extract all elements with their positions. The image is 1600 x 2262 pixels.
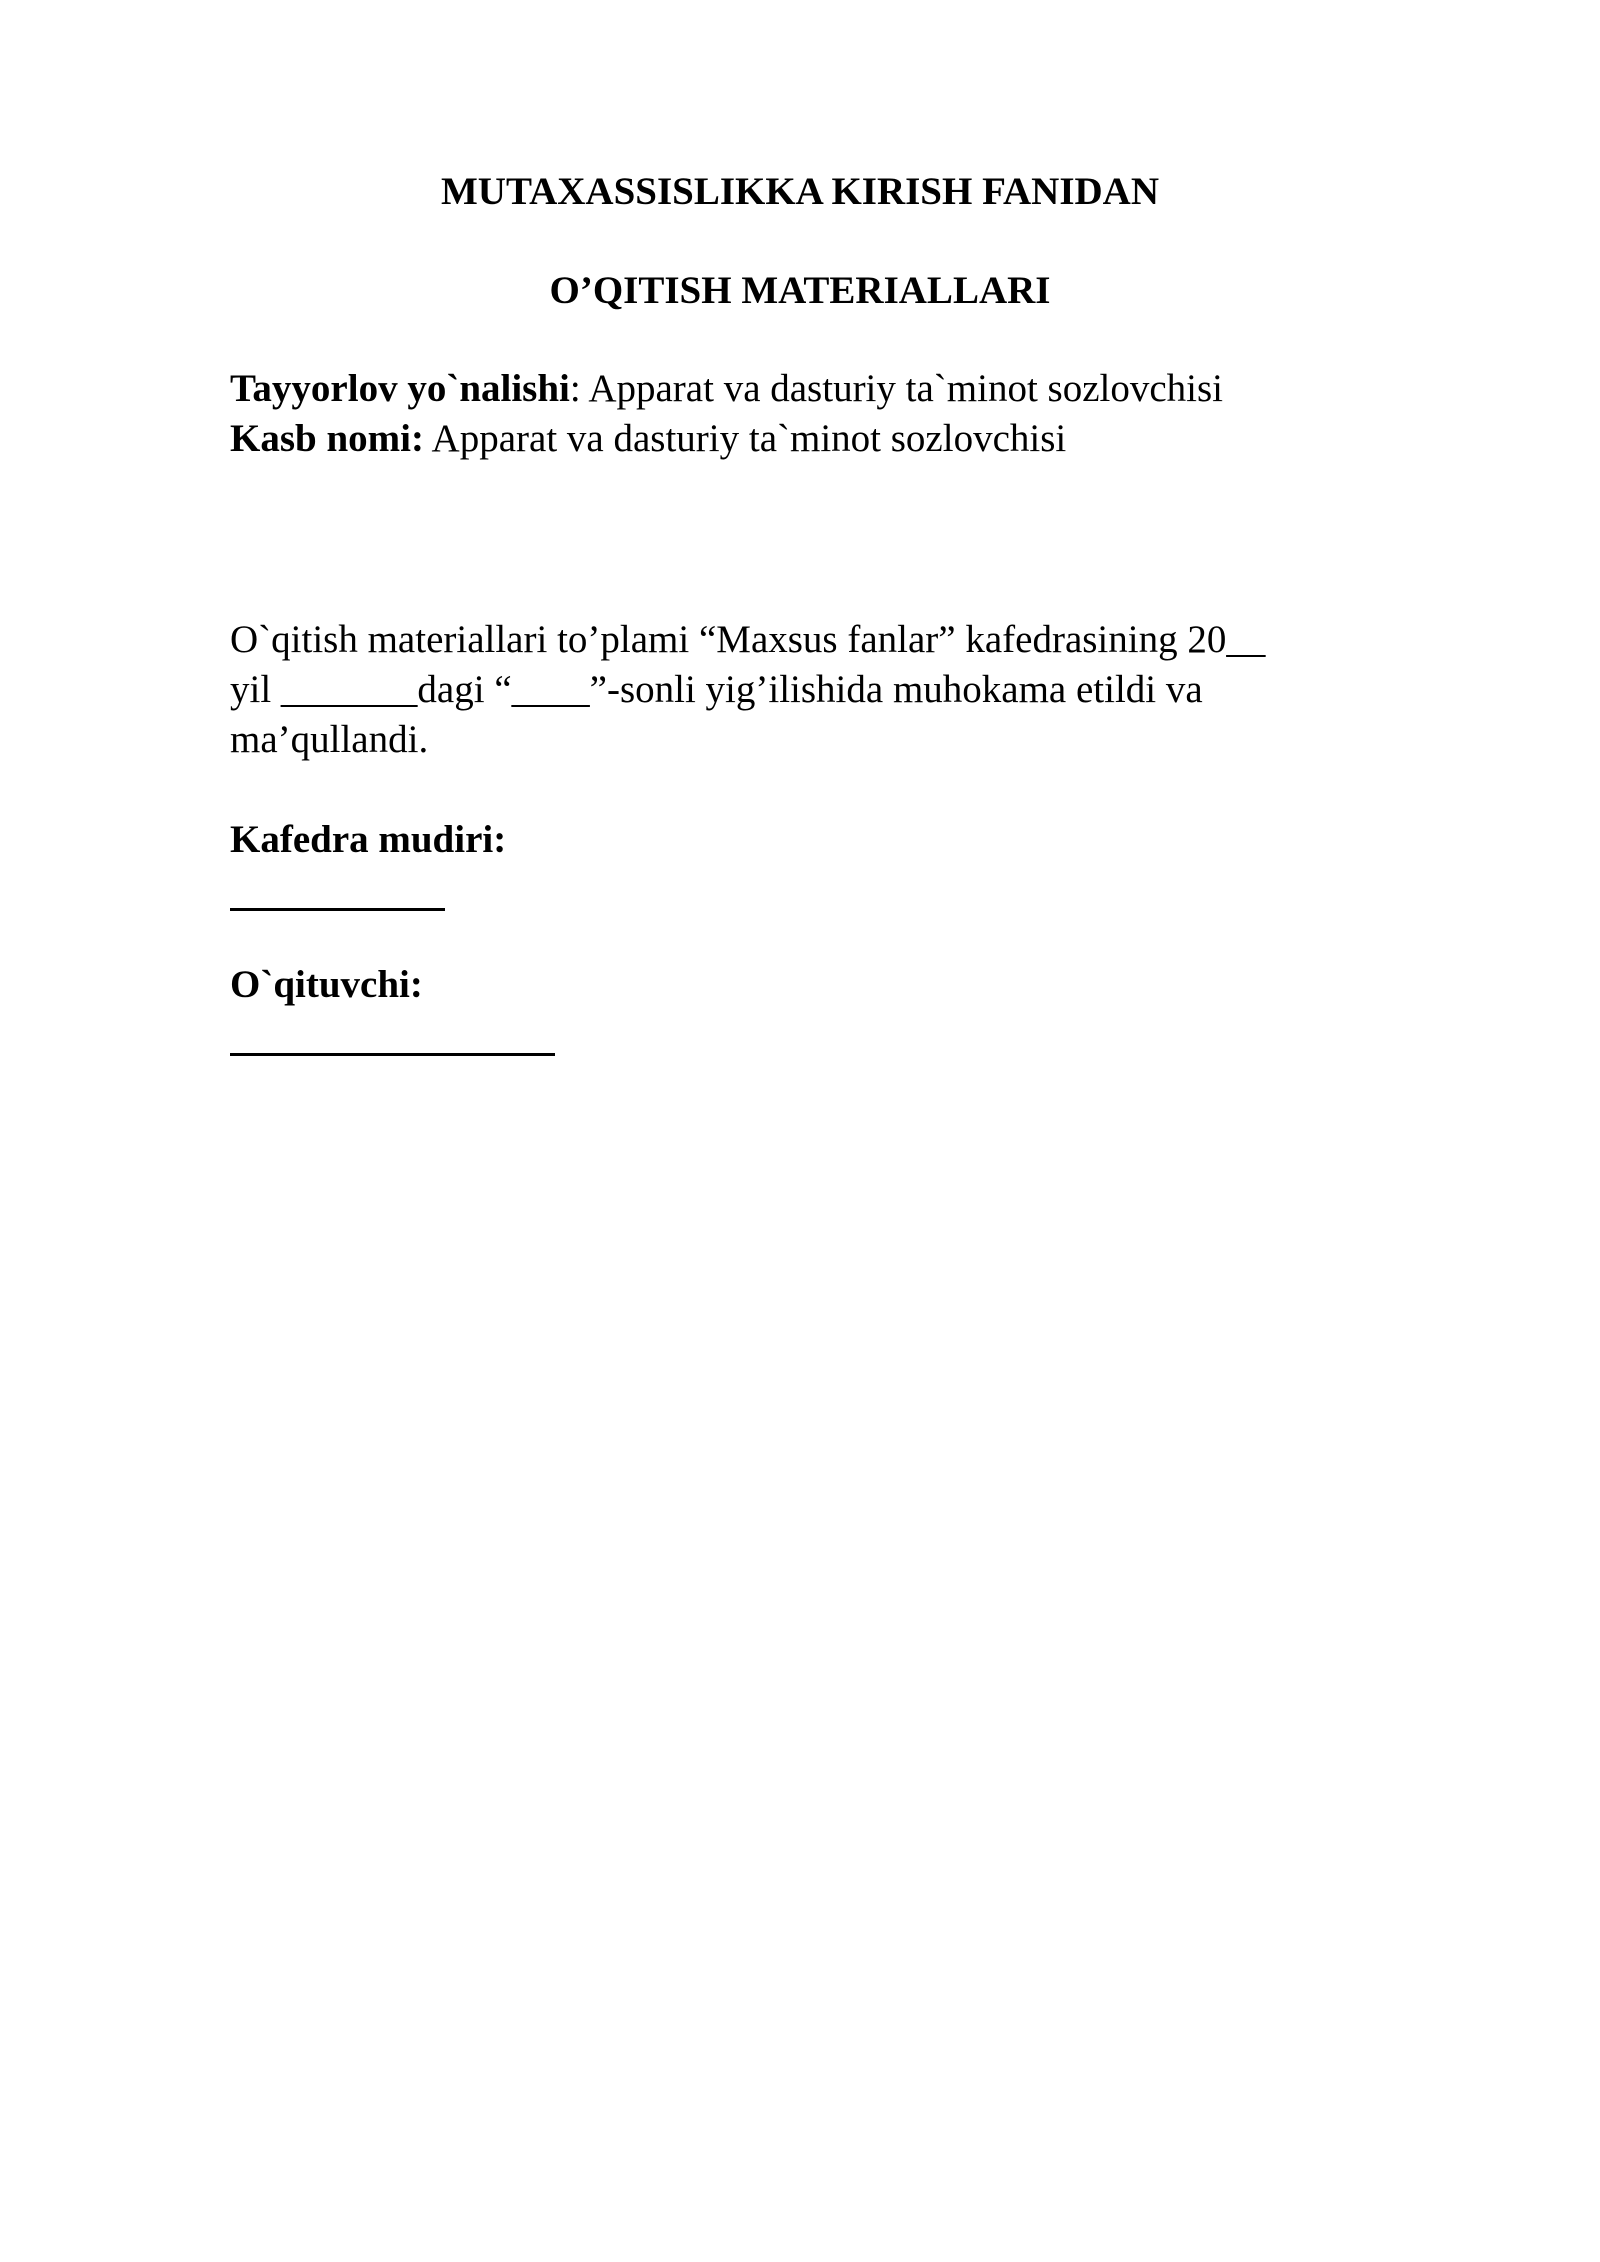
direction-value: Apparat va dasturiy ta`minot sozlovchisi	[580, 367, 1224, 410]
teacher-signature-line	[230, 1053, 555, 1056]
profession-line	[230, 414, 1410, 464]
number-blank: ____	[511, 668, 590, 711]
approval-text: yil	[230, 668, 281, 711]
profession-value: Apparat va dasturiy ta`minot sozlovchisi	[423, 417, 1067, 460]
approval-paragraph	[230, 615, 1410, 765]
approval-line-2	[230, 665, 1410, 715]
approval-line-3: ma’qullandi.	[230, 718, 429, 761]
approval-text: ”-sonli yig’ilishida muhokama etildi va	[589, 668, 1203, 711]
direction-line	[230, 364, 1410, 414]
meta-block	[230, 364, 1410, 464]
department-head-signature-line	[230, 908, 445, 911]
direction-separator: :	[569, 367, 581, 410]
profession-label: Kasb nomi:	[230, 417, 424, 460]
document-title-line-1: MUTAXASSISLIKKA KIRISH FANIDAN	[440, 170, 1159, 213]
department-head-label: Kafedra mudiri:	[230, 818, 507, 861]
approval-line-1: O`qitish materiallari to’plami “Maxsus fanlar” kafedrasining 20__	[230, 618, 1266, 661]
date-blank: _______	[280, 668, 418, 711]
document-title-line-2: O’QITISH MATERIALLARI	[549, 269, 1051, 312]
direction-label: Tayyorlov yo`nalishi	[230, 367, 570, 410]
approval-text: dagi “	[417, 668, 512, 711]
teacher-label: O`qituvchi:	[230, 963, 423, 1006]
